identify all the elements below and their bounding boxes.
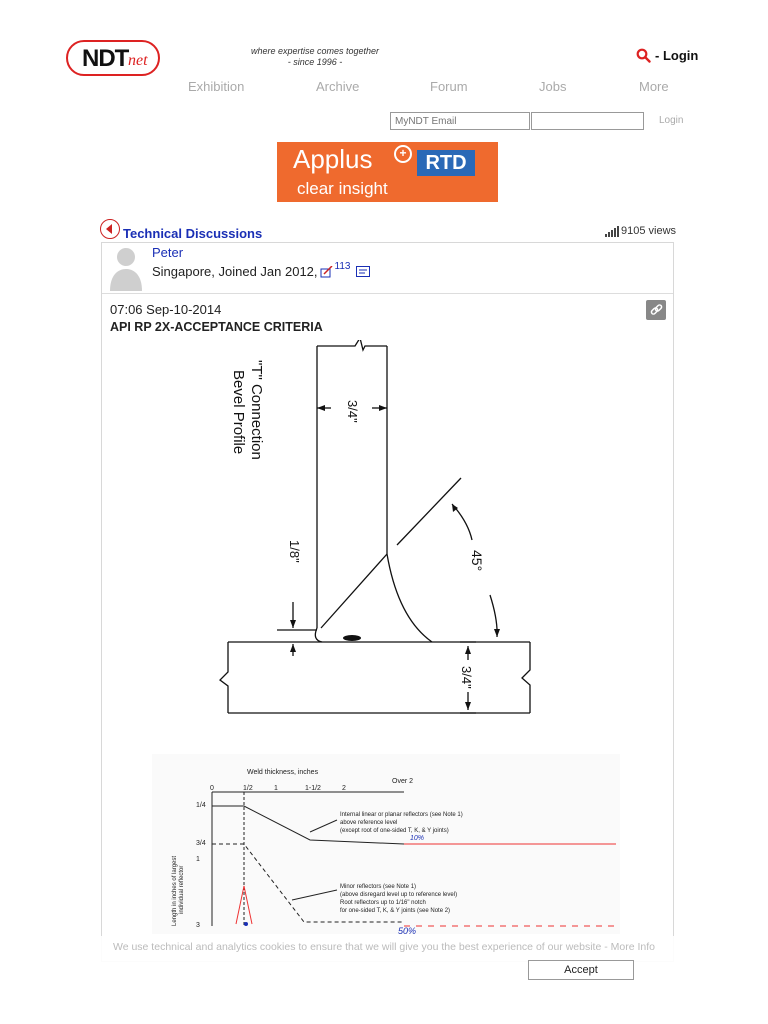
y-axis-title-line1: Length in inches of largest <box>172 855 178 926</box>
banner-brand: Applus <box>293 144 373 174</box>
post-datetime: 07:06 Sep-10-2014 <box>110 302 222 317</box>
y-axis-title-line2: individual reflector <box>179 865 185 914</box>
t-connection-figure <box>200 340 560 720</box>
nav-forum[interactable]: Forum <box>430 79 468 94</box>
password-input[interactable] <box>531 112 644 130</box>
accept-cookies-button[interactable]: Accept <box>528 960 634 980</box>
handwritten-note-2: 50% <box>398 926 417 934</box>
back-arrow-icon[interactable] <box>100 219 120 239</box>
email-input[interactable] <box>390 112 530 130</box>
header-login[interactable] <box>636 48 698 63</box>
ndtnet-logo[interactable] <box>66 40 160 76</box>
note1-line1: Internal linear or planar reflectors (see Note 1) <box>340 812 463 818</box>
banner-badge: RTD <box>417 150 475 176</box>
divider <box>102 293 673 294</box>
tagline-line1: where expertise comes together <box>250 46 380 56</box>
dim-flange-thickness: 3/4" <box>459 666 474 689</box>
dim-web-thickness: 3/4" <box>345 400 360 423</box>
cookie-message[interactable]: We use technical and analytics cookies to ensure that we will give you the best experience of our website - More Info <box>112 941 655 953</box>
author-name[interactable]: Peter <box>152 245 184 260</box>
search-icon[interactable] <box>636 48 651 63</box>
author-location: Singapore, Joined Jan 2012, <box>152 264 318 279</box>
y-tick-0: 1/4 <box>196 802 206 809</box>
x-tick-3: 1-1/2 <box>305 785 321 792</box>
note2-line2: (above disregard level up to reference level) <box>340 892 458 898</box>
views-count <box>604 225 676 237</box>
author-meta <box>152 261 370 279</box>
acceptance-criteria-figure <box>152 754 620 934</box>
x-tick-4: 2 <box>342 785 346 792</box>
message-icon[interactable] <box>356 266 370 277</box>
nav-archive[interactable]: Archive <box>316 79 360 94</box>
logo-net-text: net <box>128 52 148 69</box>
dim-root-face: 1/8" <box>287 540 302 563</box>
x-tick-2: 1 <box>274 785 278 792</box>
handwritten-note-1: 10% <box>410 835 425 842</box>
note2-line3: Root reflectors up to 1/16" notch <box>340 900 426 906</box>
dim-bevel-angle: 45° <box>469 550 485 572</box>
y-tick-1: 3/4 <box>196 840 206 847</box>
post-count[interactable]: 113 <box>334 261 351 272</box>
x-axis-title: Weld thickness, inches <box>247 769 319 776</box>
x-tick-0: 0 <box>210 785 214 792</box>
x-tick-1: 1/2 <box>243 785 253 792</box>
note1-line2: above reference level <box>340 820 398 826</box>
avatar[interactable] <box>108 243 144 291</box>
note2-line4: for one-sided T, K, & Y joints (see Note 2) <box>340 908 451 914</box>
nav-exhibition[interactable]: Exhibition <box>188 79 245 94</box>
logo-ndt-text: NDT <box>82 45 129 72</box>
section-title[interactable]: Technical Discussions <box>123 226 263 241</box>
caption-line1: "T" Connection <box>248 360 265 460</box>
note1-line3: (except root of one-sided T, K, & Y joints) <box>340 828 449 834</box>
login-button[interactable]: Login <box>659 115 684 126</box>
tagline-line2: - since 1996 - <box>287 57 343 67</box>
stats-icon <box>604 226 620 237</box>
caption-line2: Bevel Profile <box>230 370 247 455</box>
permalink-icon[interactable] <box>646 300 666 320</box>
views-text: 9105 views <box>621 225 677 237</box>
y-tick-2: 1 <box>196 856 200 863</box>
posts-icon[interactable] <box>320 266 333 278</box>
applus-rtd-banner[interactable] <box>277 142 498 202</box>
link-icon <box>646 300 666 320</box>
y-tick-3: 3 <box>196 922 200 929</box>
nav-jobs[interactable]: Jobs <box>539 79 567 94</box>
post-title: API RP 2X-ACCEPTANCE CRITERIA <box>110 320 323 334</box>
login-link[interactable]: - Login <box>655 48 699 63</box>
note2-line1: Minor reflectors (see Note 1) <box>340 884 417 890</box>
x-tick-5: Over 2 <box>392 778 414 785</box>
nav-more[interactable]: More <box>639 79 669 94</box>
tagline <box>230 46 400 68</box>
plus-icon: + <box>394 145 412 163</box>
banner-slogan: clear insight <box>297 179 388 198</box>
